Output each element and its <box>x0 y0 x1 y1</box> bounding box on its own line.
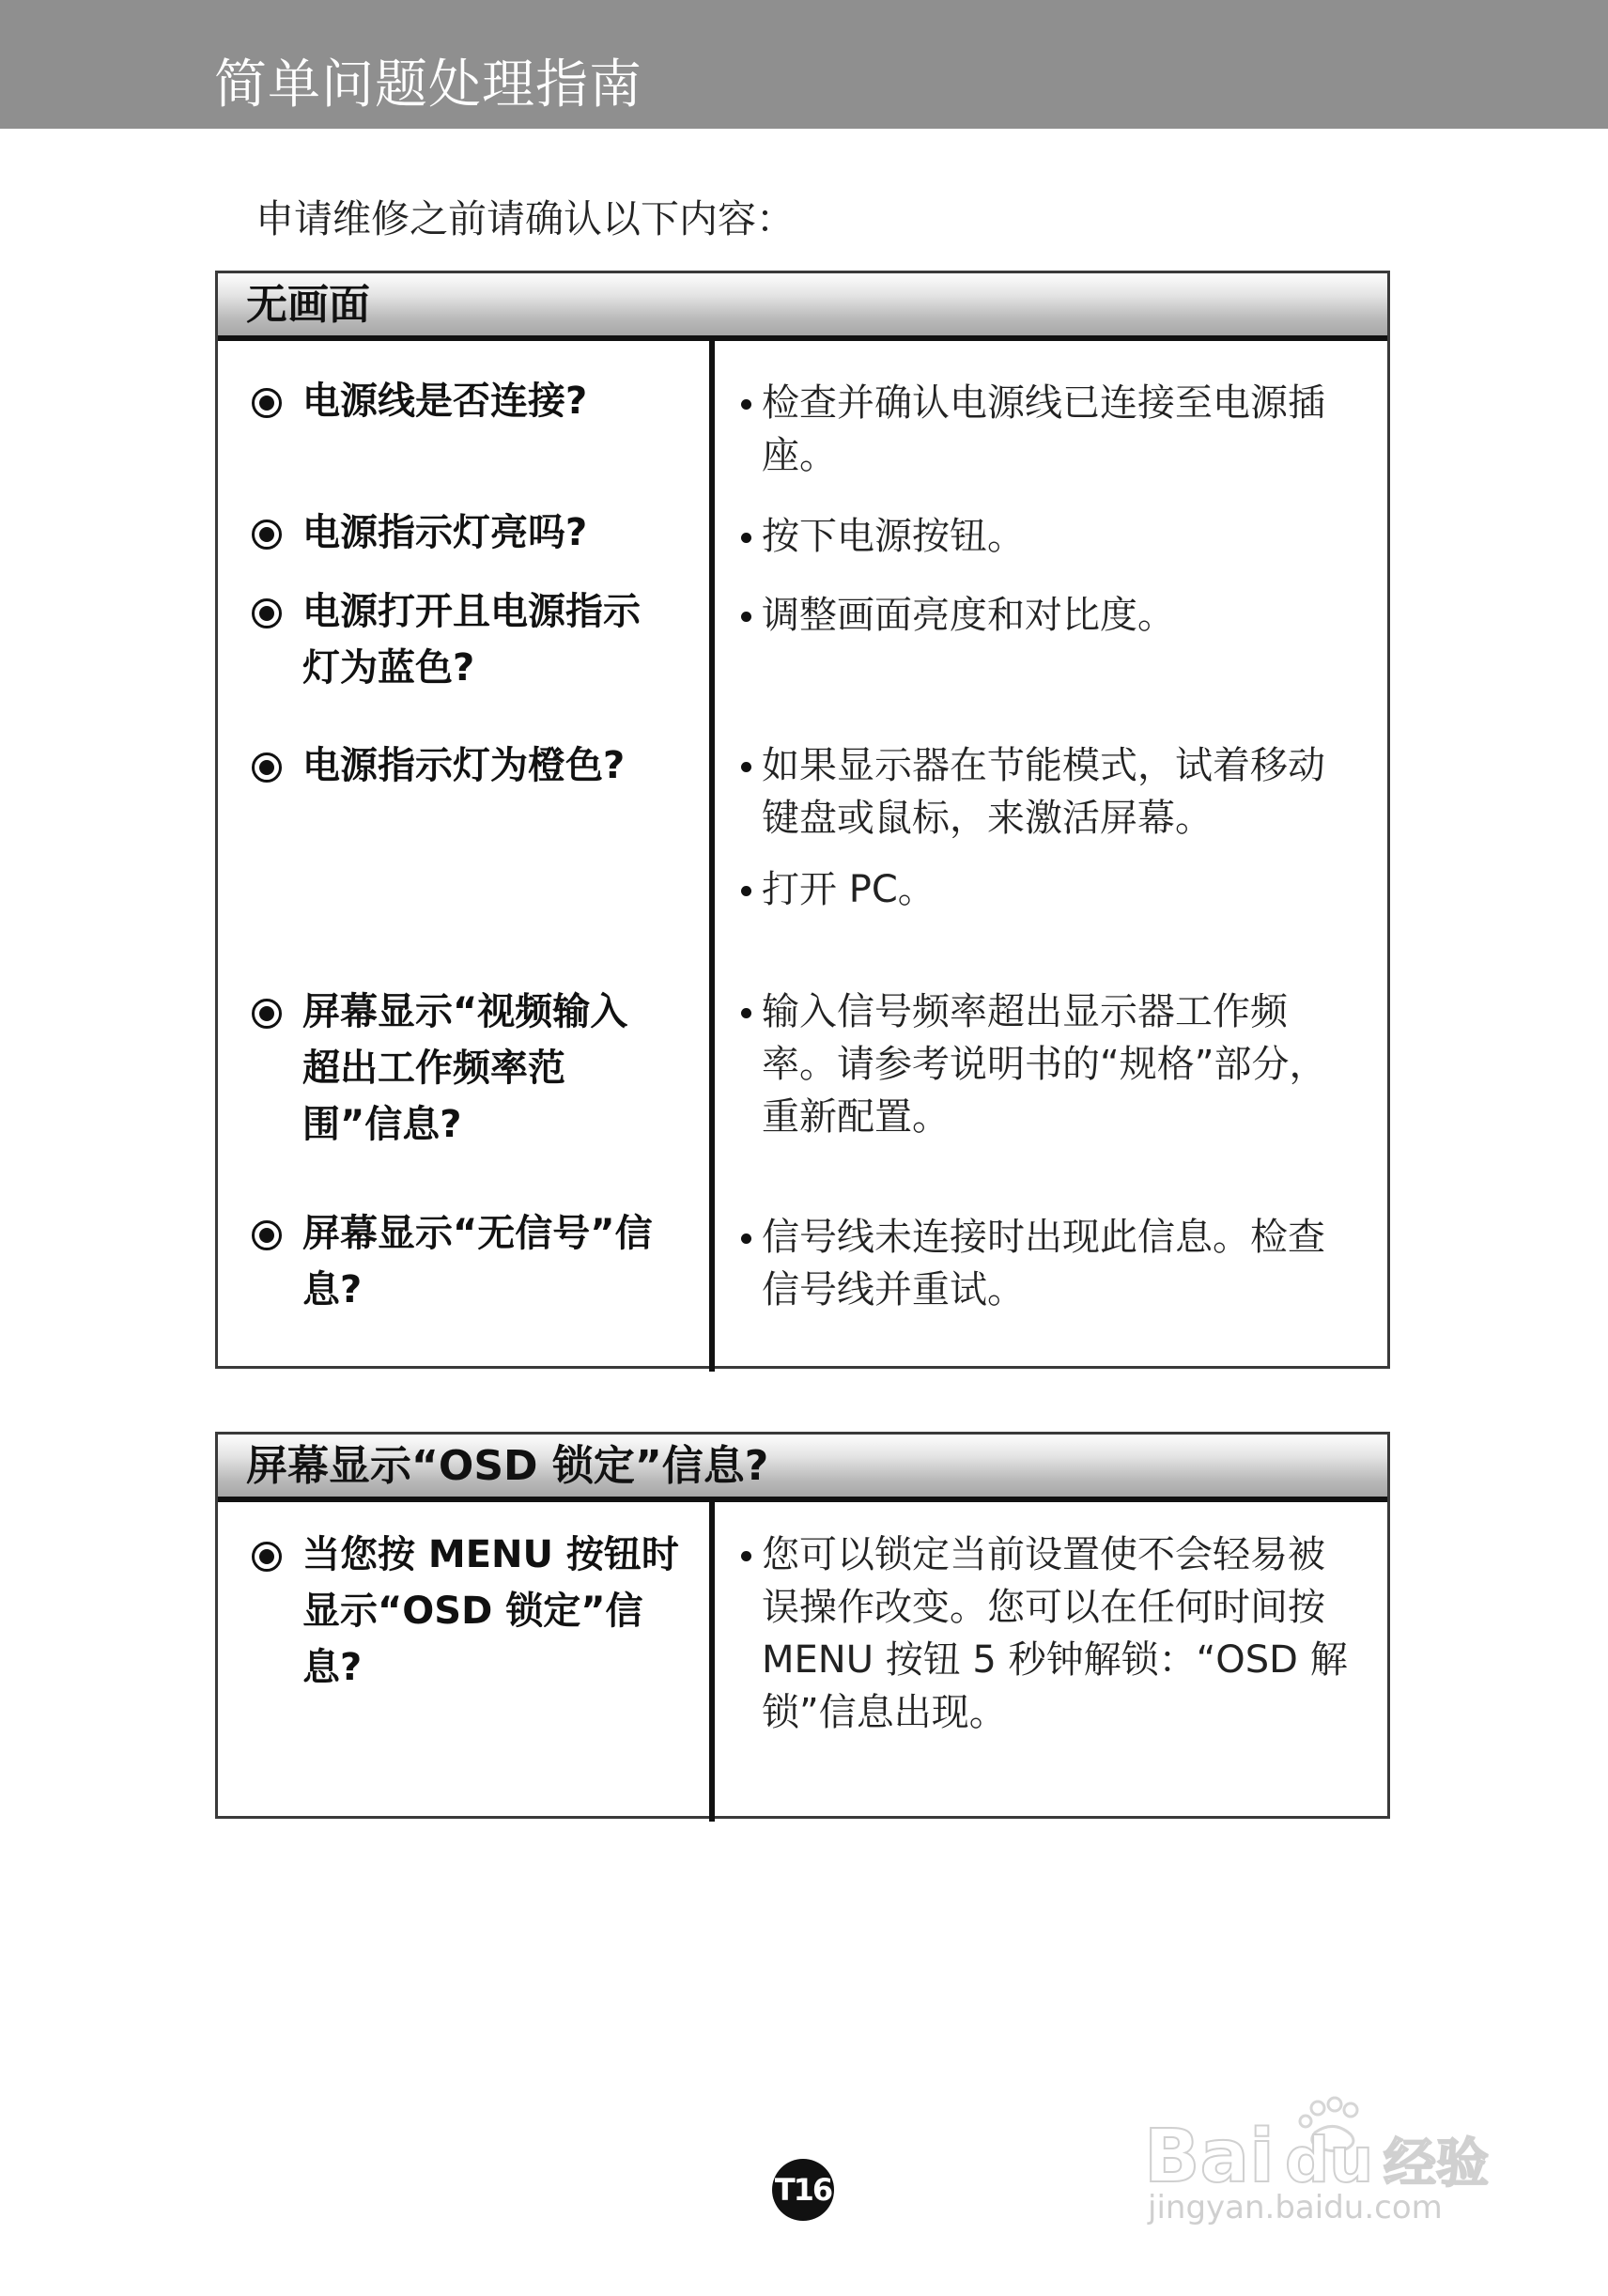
question-text: 当您按 MENU 按钮时显示“OSD 锁定”信息? <box>302 1533 679 1689</box>
answer-text: 信号线未连接时出现此信息。检查信号线并重试。 <box>762 1216 1325 1311</box>
answer-item <box>741 377 1361 482</box>
answer-item <box>741 863 1361 916</box>
answer-text: 检查并确认电源线已连接至电源插座。 <box>762 381 1325 477</box>
bullet-dot-icon <box>741 533 751 543</box>
section-title: 屏幕显示“OSD 锁定”信息? <box>246 1442 769 1490</box>
answer-item <box>741 510 1361 563</box>
svg-text:经验: 经验 <box>1384 2133 1489 2195</box>
question-item <box>252 504 693 561</box>
question-item <box>252 984 693 1153</box>
radio-bullet-icon <box>252 999 282 1029</box>
section-title: 无画面 <box>246 281 370 329</box>
svg-text:Bai: Bai <box>1144 2115 1275 2198</box>
radio-bullet-icon <box>252 388 282 418</box>
question-text: 电源打开且电源指示灯为蓝色? <box>302 590 641 690</box>
answer-item <box>741 589 1361 642</box>
section-body <box>218 341 1387 1372</box>
section-no-picture <box>215 271 1390 1369</box>
radio-bullet-icon <box>252 1220 282 1250</box>
intro-text: 申请维修之前请确认以下内容： <box>255 196 795 241</box>
question-item <box>252 583 693 696</box>
radio-bullet-icon <box>252 598 282 628</box>
bullet-dot-icon <box>741 1233 751 1244</box>
bullet-dot-icon <box>741 1008 751 1018</box>
question-item <box>252 1205 693 1318</box>
bullet-dot-icon <box>741 612 751 622</box>
answer-text: 按下电源按钮。 <box>762 515 1025 558</box>
svg-text:du: du <box>1285 2124 1374 2196</box>
column-divider <box>709 341 715 1372</box>
question-text: 电源线是否连接? <box>302 380 588 423</box>
page-number: T16 <box>772 2159 834 2221</box>
section-header <box>218 273 1387 341</box>
bullet-dot-icon <box>741 886 751 896</box>
section-header <box>218 1435 1387 1502</box>
baidu-jingyan-watermark-logo <box>1144 2095 1501 2198</box>
question-text: 电源指示灯亮吗? <box>302 511 588 554</box>
section-osd-locked <box>215 1432 1390 1819</box>
column-divider <box>709 1502 715 1822</box>
answer-text: 打开 PC。 <box>762 868 935 911</box>
answer-item <box>741 985 1361 1143</box>
bullet-dot-icon <box>741 399 751 410</box>
bullet-dot-icon <box>741 1551 751 1561</box>
radio-bullet-icon <box>252 752 282 783</box>
answer-item <box>741 739 1361 845</box>
bullet-dot-icon <box>741 762 751 772</box>
question-text: 屏幕显示“无信号”信息? <box>302 1212 653 1311</box>
answer-text: 输入信号频率超出显示器工作频率。请参考说明书的“规格”部分，重新配置。 <box>762 990 1327 1139</box>
watermark-url: jingyan.baidu.com <box>1148 2189 1443 2226</box>
page-title: 简单问题处理指南 <box>214 54 642 116</box>
header-bar <box>0 0 1608 129</box>
answer-item <box>741 1211 1361 1316</box>
answer-text: 调整画面亮度和对比度。 <box>762 594 1175 637</box>
question-text: 屏幕显示“视频输入超出工作频率范围”信息? <box>302 990 628 1146</box>
question-item <box>252 737 693 794</box>
question-item <box>252 373 693 429</box>
answer-text: 您可以锁定当前设置使不会轻易被误操作改变。您可以在任何时间按 MENU 按钮 5 秒钟解锁：“OSD 解锁”信息出现。 <box>762 1533 1348 1734</box>
answer-item <box>741 1528 1361 1739</box>
radio-bullet-icon <box>252 520 282 550</box>
answer-text: 如果显示器在节能模式，试着移动键盘或鼠标，来激活屏幕。 <box>762 744 1325 840</box>
question-item <box>252 1527 693 1696</box>
section-body <box>218 1502 1387 1822</box>
radio-bullet-icon <box>252 1542 282 1572</box>
question-text: 电源指示灯为橙色? <box>302 744 626 787</box>
